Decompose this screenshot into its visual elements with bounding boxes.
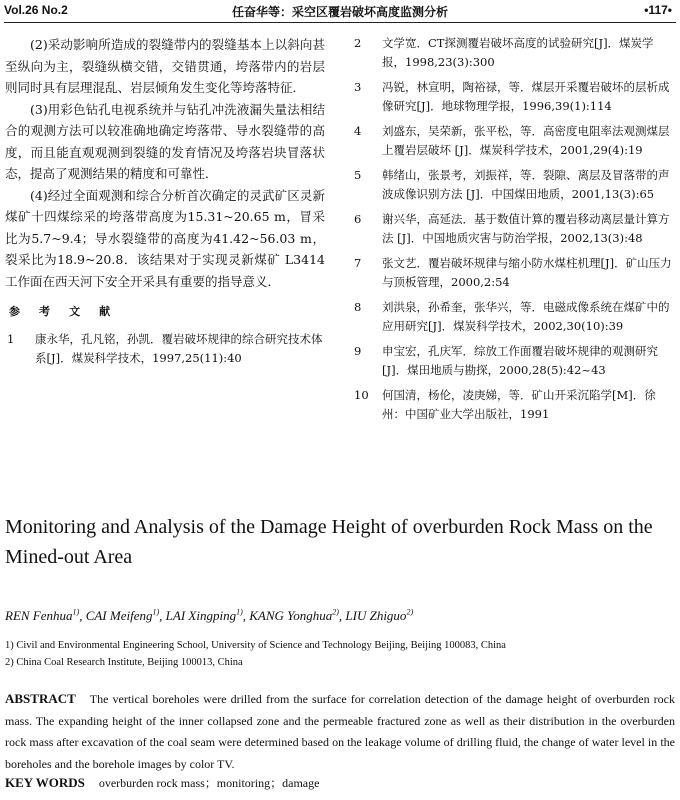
abstract-text: The vertical boreholes were drilled from the surface for correlation detection of the damage height of overburden rock mass. The expanding height of the inner collapsed zone and the permeable fractured zone as well as their distribution in the overburden rock mass after excavation of the coal seam were determined based on the leakage volume of drilling fluid, the change of water level in the boreholes and the borehole images by color TV. xyxy=(5,692,675,771)
author-list: REN Fenhua$^{1)}$, CAI Meifeng$^{1)}$, LAI Xingping$^{1)}$, KANG Yonghua$^{2)}$, LIU Zhiguo$^{2)}$ xyxy=(5,608,414,624)
reference-item xyxy=(352,34,672,72)
reference-item xyxy=(5,330,325,368)
author: REN Fenhua$^{1)}$ xyxy=(5,608,80,624)
reference-number: 1 xyxy=(7,331,15,346)
keywords xyxy=(5,774,319,791)
right-column-references xyxy=(352,34,672,430)
left-column xyxy=(5,34,325,374)
header-rule xyxy=(4,22,676,23)
reference-item xyxy=(352,254,672,292)
affiliation: 1) Civil and Environmental Engineering School, University of Science and Technology Beijing, Beijing 100083, China xyxy=(5,640,506,651)
reference-number: 9 xyxy=(354,344,362,358)
reference-number: 3 xyxy=(354,80,362,94)
author: LIU Zhiguo$^{2)}$ xyxy=(345,608,414,624)
reference-number: 2 xyxy=(354,36,362,50)
reference-text: 冯锐，林宣明，陶裕禄，等．煤层开采覆岩破坏的层析成像研究[J]．地球物理学报，1996,39(1):114 xyxy=(382,80,670,113)
reference-number: 8 xyxy=(354,300,362,314)
reference-text: 何国清，杨伦，凌庚娣，等．矿山开采沉陷学[M]．徐州：中国矿业大学出版社，1991 xyxy=(382,388,656,421)
reference-text: 韩绪山，张景考，刘振祥，等．裂隙、离层及冒落带的声波成像识别方法 [J]．中国煤田地质，2001,13(3):65 xyxy=(382,168,670,201)
reference-text: 张文艺．覆岩破坏规律与缩小防水煤柱机理[J]．矿山压力与顶板管理，2000,2:54 xyxy=(382,256,672,289)
keywords-label: KEY WORDS xyxy=(5,775,85,790)
reference-item xyxy=(352,386,672,424)
reference-item xyxy=(352,210,672,248)
author: KANG Yonghua$^{2)}$ xyxy=(249,608,339,624)
reference-text: 申宝宏，孔庆军．综放工作面覆岩破坏规律的观测研究[J]．煤田地质与勘探，2000,28(5):42~43 xyxy=(382,344,658,377)
abstract xyxy=(5,688,675,775)
reference-number: 5 xyxy=(354,168,362,182)
reference-number: 6 xyxy=(354,212,362,226)
keywords-text: overburden rock mass；monitoring；damage xyxy=(98,776,320,790)
volume-label: Vol.26 No.2 xyxy=(4,3,68,17)
running-header xyxy=(0,0,680,22)
page-number: •117• xyxy=(644,3,672,17)
reference-text: 文学宽．CT探测覆岩破坏高度的试验研究[J]．煤炭学报，1998,23(3):300 xyxy=(382,36,654,69)
reference-item xyxy=(352,122,672,160)
reference-text: 谢兴华，高延法．基于数值计算的覆岩移动离层量计算方法 [J]．中国地质灾害与防治学报，2002,13(3):48 xyxy=(382,212,670,245)
reference-text: 刘洪泉，孙希奎，张华兴，等．电磁成像系统在煤矿中的应用研究[J]．煤炭科学技术，2002,30(10):39 xyxy=(382,300,670,333)
abstract-label: ABSTRACT xyxy=(5,691,76,706)
references-heading: 参 考 文 献 xyxy=(9,306,119,318)
running-title: 任奋华等：采空区覆岩破坏高度监测分析 xyxy=(231,5,448,19)
author: CAI Meifeng$^{1)}$ xyxy=(85,608,160,624)
reference-item xyxy=(352,166,672,204)
conclusion-paragraph: (2)采动影响所造成的裂缝带内的裂缝基本上以斜向甚至纵向为主，裂缝纵横交错，交错贯通，垮落带内的岩层则同时具有层理混乱、岩层倾角发生变化等垮落特征． xyxy=(5,37,325,95)
affiliation: 2) China Coal Research Institute, Beijing 100013, China xyxy=(5,657,243,668)
conclusion-paragraph: (3)用彩色钻孔电视系统并与钻孔冲洗液漏失量法相结合的观测方法可以较准确地确定垮落带、导水裂缝带的高度，而且能直观观测到裂缝的发育情况及垮落岩块冒落状态，提高了观测结果的精度和可靠性． xyxy=(5,101,325,181)
english-title: Monitoring and Analysis of the Damage Height of overburden Rock Mass on the Mined-out Area xyxy=(5,516,653,568)
reference-number: 7 xyxy=(354,256,362,270)
reference-text: 刘盛东，吴荣新，张平松，等．高密度电阻率法观测煤层上覆岩层破坏 [J]．煤炭科学技术，2001,29(4):19 xyxy=(382,124,670,157)
reference-item xyxy=(352,298,672,336)
reference-number: 10 xyxy=(354,388,369,402)
reference-number: 4 xyxy=(354,124,362,138)
reference-item xyxy=(352,78,672,116)
conclusion-paragraph: (4)经过全面观测和综合分析首次确定的灵武矿区灵新煤矿十四煤综采的垮落带高度为15.31~20.65 m，冒采比为5.7~9.4；导水裂缝带的高度为41.42~56.03 m，裂采比为18.9~20.8．该结果对于实现灵新煤矿 L3414 工作面在西天河下安全开采具有重要的指导意义． xyxy=(5,187,325,289)
reference-text: 康永华，孔凡铭，孙凯．覆岩破坏规律的综合研究技术体系[J]．煤炭科学技术，1997,25(11):40 xyxy=(35,331,323,365)
author: LAI Xingping$^{1)}$ xyxy=(165,608,243,624)
reference-item xyxy=(352,342,672,380)
